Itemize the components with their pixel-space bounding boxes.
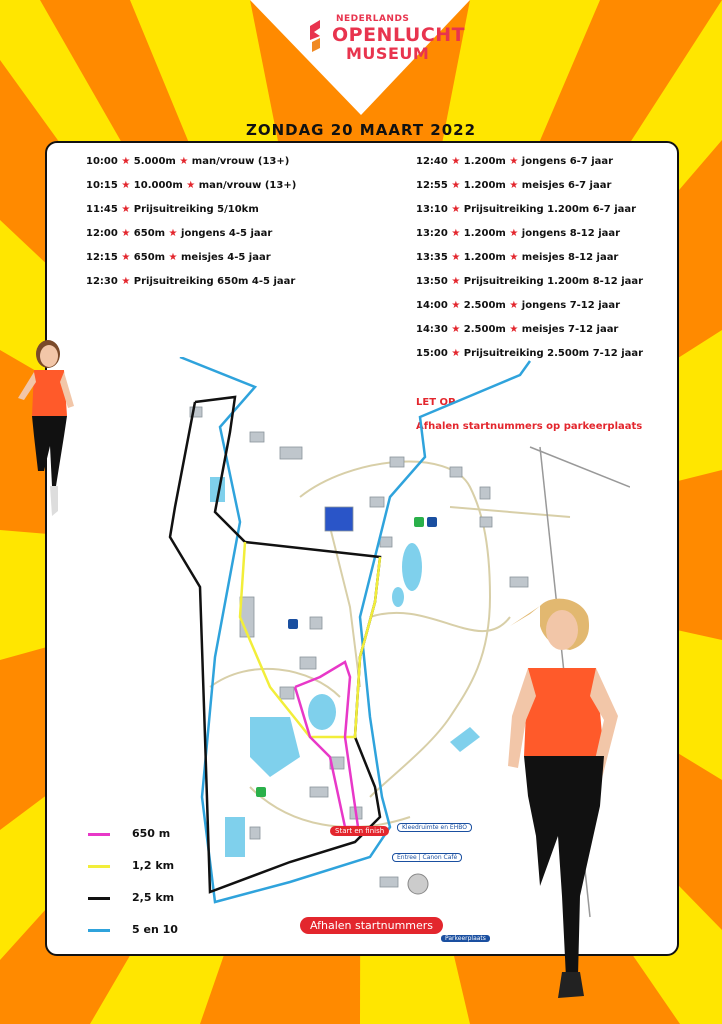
- schedule-text: Prijsuitreiking 650m 4-5 jaar: [133, 276, 296, 287]
- parkeerplaats-label: Parkeerplaats: [441, 935, 490, 942]
- logo-line-3: MUSEUM: [346, 44, 430, 63]
- star-icon: ★: [505, 252, 522, 263]
- schedule-text: meisjes 6-7 jaar: [521, 180, 612, 191]
- star-icon: ★: [117, 204, 134, 215]
- legend-swatch: [88, 897, 110, 900]
- schedule-time: 13:20: [416, 228, 448, 239]
- schedule-text: meisjes 8-12 jaar: [521, 252, 619, 263]
- schedule-time: 10:00: [86, 156, 118, 167]
- legend-swatch: [88, 833, 110, 836]
- star-icon: ★: [447, 300, 464, 311]
- schedule-row: [86, 270, 296, 294]
- schedule-time: 12:00: [86, 228, 118, 239]
- museum-logo: [300, 10, 466, 65]
- schedule-time: 12:15: [86, 252, 118, 263]
- schedule-time: 14:00: [416, 300, 448, 311]
- schedule-time: 12:55: [416, 180, 448, 191]
- schedule-row: [416, 150, 643, 174]
- star-icon: ★: [165, 252, 182, 263]
- schedule-text: 10.000m: [133, 180, 183, 191]
- star-icon: ★: [505, 228, 522, 239]
- logo-line-1: NEDERLANDS: [336, 14, 410, 24]
- schedule-row: [86, 222, 296, 246]
- star-icon: ★: [447, 204, 464, 215]
- schedule-time: 13:50: [416, 276, 448, 287]
- legend-label: 1,2 km: [132, 859, 175, 872]
- schedule-text: jongens 4-5 jaar: [181, 228, 273, 239]
- schedule-left: [86, 150, 296, 294]
- schedule-text: Prijsuitreiking 5/10km: [133, 204, 259, 215]
- schedule-text: Prijsuitreiking 1.200m 8-12 jaar: [463, 276, 644, 287]
- schedule-text: man/vrouw (13+): [198, 180, 297, 191]
- schedule-row: [86, 150, 296, 174]
- schedule-text: jongens 7-12 jaar: [521, 300, 621, 311]
- schedule-row: [416, 318, 643, 342]
- start-finish-label: Start en finish: [330, 826, 389, 836]
- star-icon: ★: [117, 180, 134, 191]
- schedule-row: [86, 174, 296, 198]
- schedule-text: meisjes 4-5 jaar: [181, 252, 271, 263]
- schedule-row: [86, 246, 296, 270]
- schedule-time: 12:40: [416, 156, 448, 167]
- schedule-row: [416, 198, 643, 222]
- star-icon: ★: [117, 228, 134, 239]
- star-icon: ★: [505, 324, 522, 335]
- star-icon: ★: [117, 156, 134, 167]
- schedule-time: 13:35: [416, 252, 448, 263]
- runner-child-image: [12, 336, 82, 522]
- schedule-text: jongens 8-12 jaar: [521, 228, 621, 239]
- schedule-row: [416, 270, 643, 294]
- map-buildings: [190, 407, 528, 887]
- notice-heading: LET OP: [416, 397, 456, 408]
- star-icon: ★: [447, 156, 464, 167]
- schedule-time: 12:30: [86, 276, 118, 287]
- star-icon: ★: [182, 180, 199, 191]
- schedule-text: 1.200m: [463, 228, 506, 239]
- schedule-text: meisjes 7-12 jaar: [521, 324, 619, 335]
- star-icon: ★: [165, 228, 182, 239]
- logo-line-2: OPENLUCHT: [332, 24, 466, 46]
- schedule-text: Prijsuitreiking 1.200m 6-7 jaar: [463, 204, 637, 215]
- schedule-row: [416, 174, 643, 198]
- page-title: ZONDAG 20 MAART 2022: [245, 121, 477, 139]
- schedule-text: 650m: [133, 228, 166, 239]
- schedule-row: [86, 198, 296, 222]
- schedule-time: 10:15: [86, 180, 118, 191]
- star-icon: ★: [505, 156, 522, 167]
- star-icon: ★: [447, 180, 464, 191]
- star-icon: ★: [447, 324, 464, 335]
- schedule-text: jongens 6-7 jaar: [521, 156, 614, 167]
- star-icon: ★: [505, 180, 522, 191]
- legend-swatch: [88, 865, 110, 868]
- star-icon: ★: [447, 228, 464, 239]
- schedule-row: [416, 294, 643, 318]
- schedule-text: 2.500m: [463, 324, 506, 335]
- schedule-time: 14:30: [416, 324, 448, 335]
- kleedruimte-label: Kleedruimte en EHBO: [397, 823, 472, 832]
- notice-text: Afhalen startnummers op parkeerplaats: [416, 421, 643, 432]
- schedule-right: [416, 150, 643, 366]
- legend-label: 5 en 10: [132, 923, 178, 936]
- schedule-time: 15:00: [416, 348, 448, 359]
- star-icon: ★: [505, 300, 522, 311]
- legend-label: 650 m: [132, 827, 171, 840]
- schedule-text: 5.000m: [133, 156, 176, 167]
- star-icon: ★: [447, 348, 464, 359]
- star-icon: ★: [175, 156, 192, 167]
- legend-label: 2,5 km: [132, 891, 175, 904]
- schedule-text: 1.200m: [463, 252, 506, 263]
- schedule-text: 1.200m: [463, 156, 506, 167]
- schedule-text: man/vrouw (13+): [191, 156, 290, 167]
- schedule-text: Prijsuitreiking 2.500m 7-12 jaar: [463, 348, 644, 359]
- legend-swatch: [88, 929, 110, 932]
- schedule-row: [416, 222, 643, 246]
- afhalen-startnummers-label: Afhalen startnummers: [300, 917, 443, 934]
- star-icon: ★: [447, 276, 464, 287]
- schedule-text: 650m: [133, 252, 166, 263]
- runner-woman-image: [500, 596, 632, 1002]
- entree-label: Entree | Canon Café: [392, 853, 462, 862]
- schedule-text: 2.500m: [463, 300, 506, 311]
- schedule-row: [416, 246, 643, 270]
- schedule-time: 13:10: [416, 204, 448, 215]
- schedule-time: 11:45: [86, 204, 118, 215]
- star-icon: ★: [447, 252, 464, 263]
- map-water: [210, 477, 480, 857]
- schedule-text: 1.200m: [463, 180, 506, 191]
- star-icon: ★: [117, 276, 134, 287]
- star-icon: ★: [117, 252, 134, 263]
